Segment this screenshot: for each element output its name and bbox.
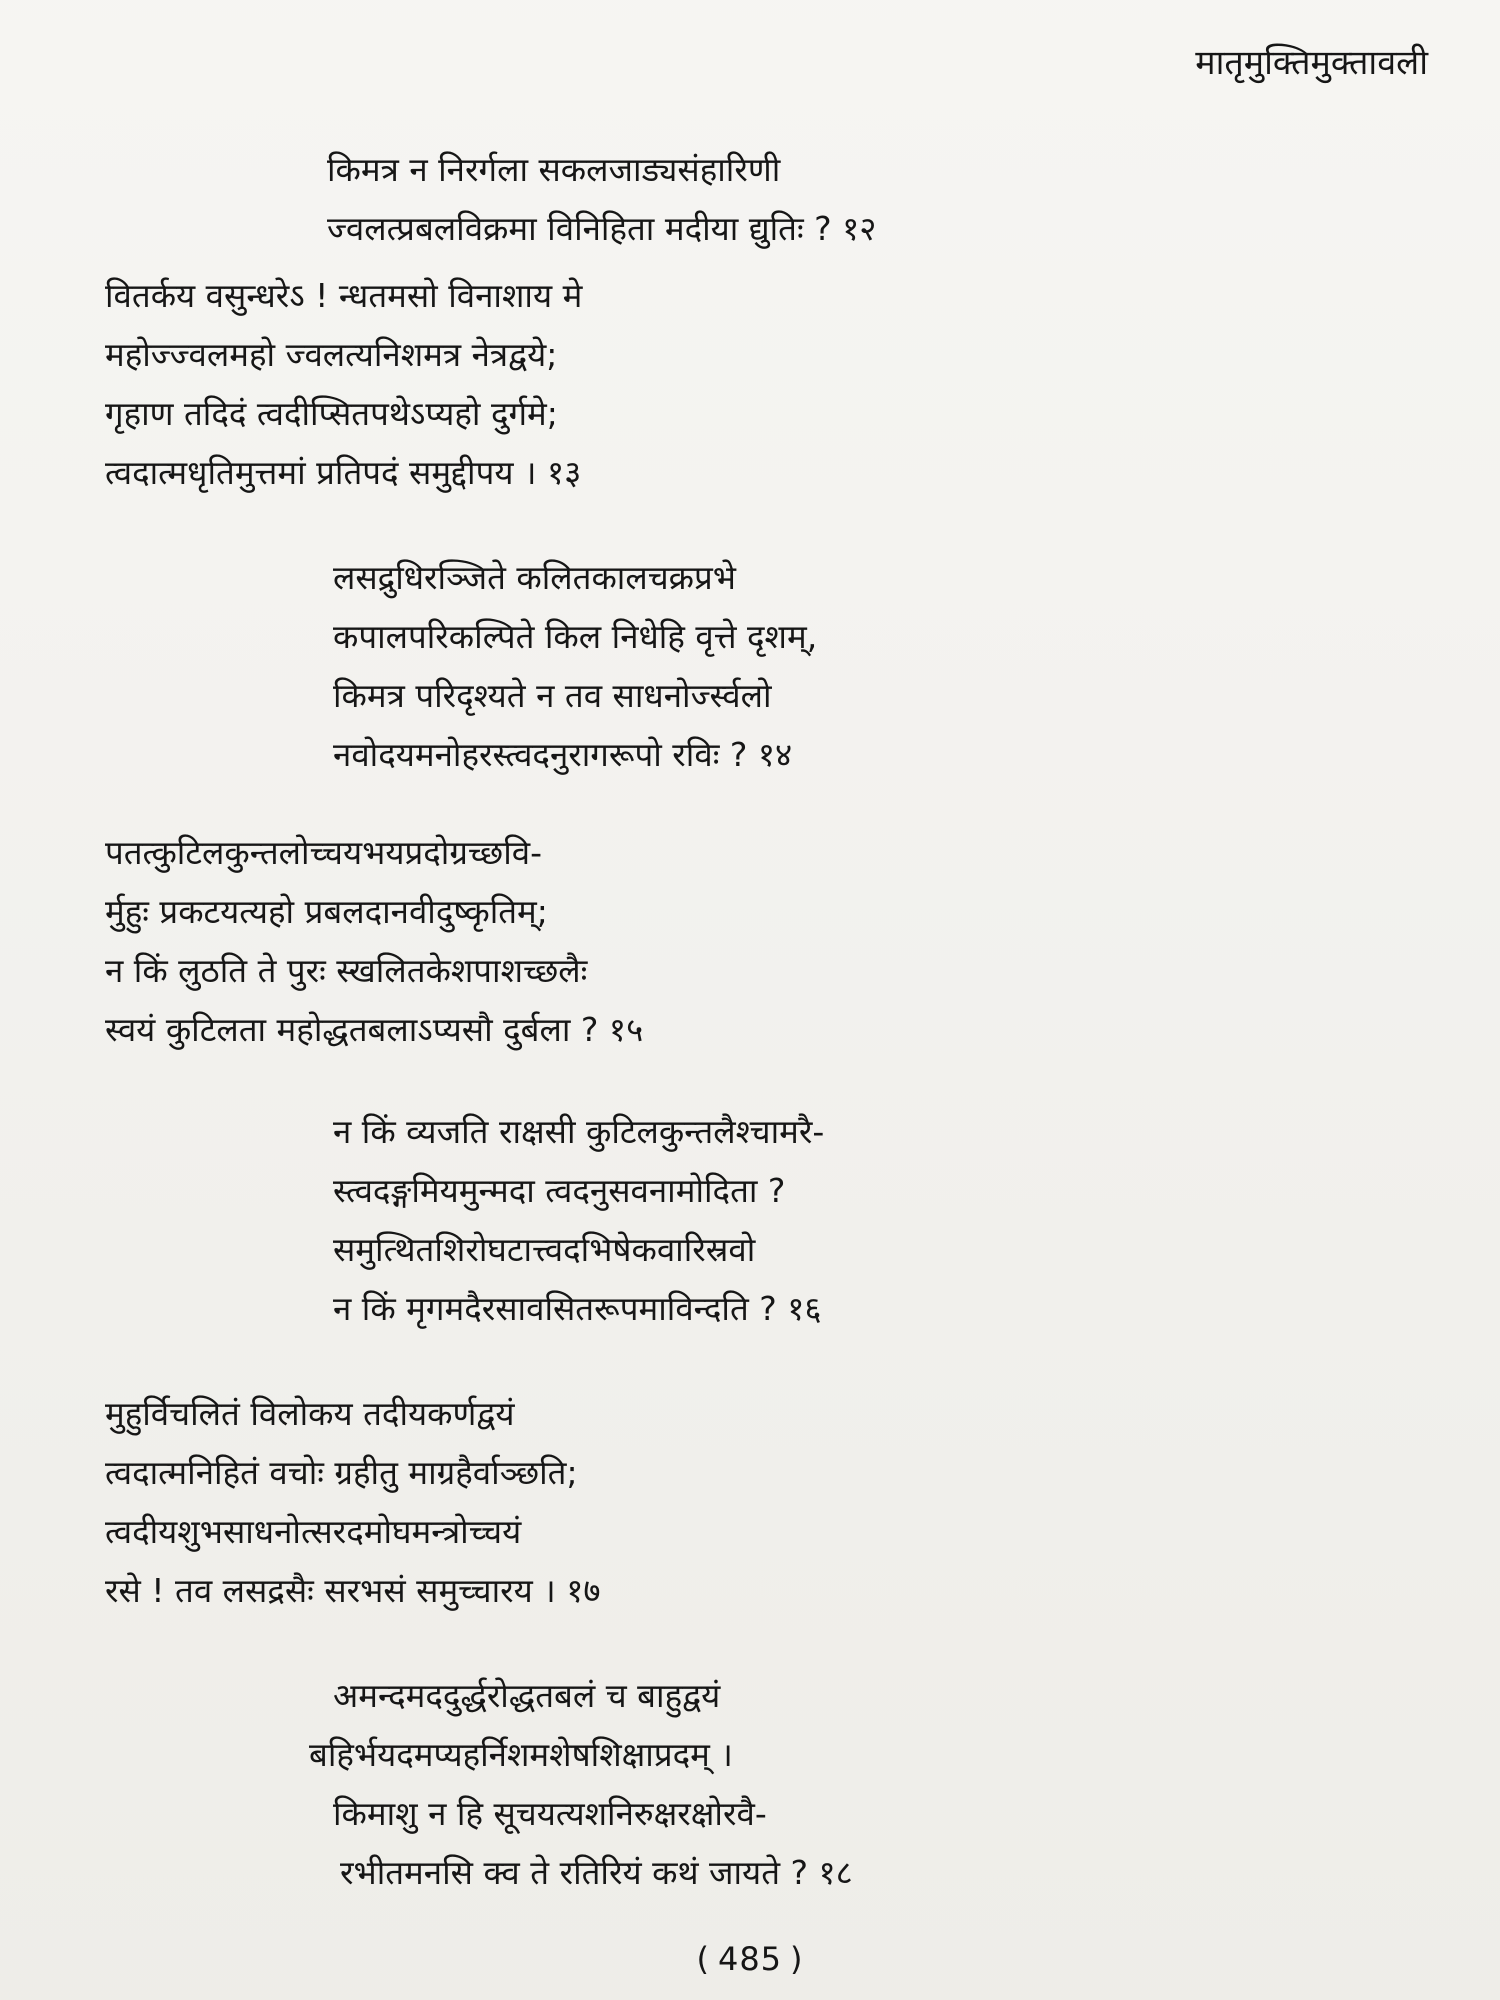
verse-line: बहिर्भयदमप्यहर्निशमशेषशिक्षाप्रदम् । — [309, 1735, 733, 1774]
verse-line: स्त्वदङ्गमियमुन्मदा त्वदनुसवनामोदिता ? — [333, 1171, 786, 1210]
verse-line: ज्वलत्प्रबलविक्रमा विनिहिता मदीया द्युतिः ? १२ — [327, 209, 877, 248]
verse-12 — [327, 140, 876, 258]
verse-16 — [333, 1102, 824, 1338]
page-number-value: 485 — [717, 1940, 783, 1978]
verse-line: किमत्र परिदृश्यते न तव साधनोर्ज्स्वलो — [333, 676, 772, 715]
verse-line: न किं व्यजति राक्षसी कुटिलकुन्तलैश्चामरै- — [333, 1112, 825, 1151]
verse-line: कपालपरिकल्पिते किल निधेहि वृत्ते दृशम्, — [333, 617, 818, 656]
verse-line: त्वदात्मधृतिमुत्तमां प्रतिपदं समुद्दीपय । १३ — [105, 453, 582, 492]
verse-line: अमन्दमददुर्द्धरोद्धतबलं च बाहुद्वयं — [333, 1676, 721, 1715]
verse-line: त्वदात्मनिहितं वचोः ग्रहीतु माग्रहैर्वाञ्छति; — [105, 1453, 578, 1492]
verse-line: पतत्कुटिलकुन्तलोच्चयभयप्रदोग्रच्छवि- — [105, 833, 543, 872]
verse-17 — [105, 1384, 601, 1620]
verse-line: र्मुहुः प्रकटयत्यहो प्रबलदानवीदुष्कृतिम्; — [105, 892, 548, 931]
running-header: मातृमुक्तिमुक्तावली — [1195, 43, 1428, 83]
verse-18 — [309, 1666, 853, 1902]
verse-line: नवोदयमनोहरस्त्वदनुरागरूपो रविः ? १४ — [333, 735, 793, 774]
verse-line: न किं लुठति ते पुरः स्खलितकेशपाशच्छलैः — [105, 951, 588, 990]
verse-line: वितर्कय वसुन्धरेऽ ! न्धतमसो विनाशाय मे — [105, 276, 583, 315]
page-number-open-paren: ( — [696, 1940, 710, 1978]
verse-line: महोज्ज्वलमहो ज्वलत्यनिशमत्र नेत्रद्वये; — [105, 335, 558, 374]
page-number-close-paren: ) — [790, 1940, 804, 1978]
verse-line: रसे ! तव लसद्रसैः सरभसं समुच्चारय । १७ — [105, 1571, 601, 1610]
verse-14 — [333, 548, 817, 784]
verse-line: त्वदीयशुभसाधनोत्सरदमोघमन्त्रोच्चयं — [105, 1512, 522, 1551]
verse-line: किमाशु न हि सूचयत्यशनिरुक्षरक्षोरवै- — [333, 1794, 767, 1833]
verse-line: किमत्र न निरर्गला सकलजाड्यसंहारिणी — [327, 150, 781, 189]
verse-line: समुत्थितशिरोघटात्त्वदभिषेकवारिस्रवो — [333, 1230, 756, 1269]
verse-line: रभीतमनसि क्व ते रतिरियं कथं जायते ? १८ — [340, 1853, 853, 1892]
verse-15 — [105, 823, 643, 1059]
verse-line: न किं मृगमदैरसावसितरूपमाविन्दति ? १६ — [333, 1289, 822, 1328]
page-number — [0, 1940, 1500, 1978]
verse-line: मुहुर्विचलितं विलोकय तदीयकर्णद्वयं — [105, 1394, 515, 1433]
verse-line: स्वयं कुटिलता महोद्धतबलाऽप्यसौ दुर्बला ? १५ — [105, 1010, 644, 1049]
verse-line: लसद्रुधिरञ्जिते कलितकालचक्रप्रभे — [333, 558, 736, 597]
verse-line: गृहाण तदिदं त्वदीप्सितपथेऽप्यहो दुर्गमे; — [105, 394, 558, 433]
verse-13 — [105, 266, 582, 502]
